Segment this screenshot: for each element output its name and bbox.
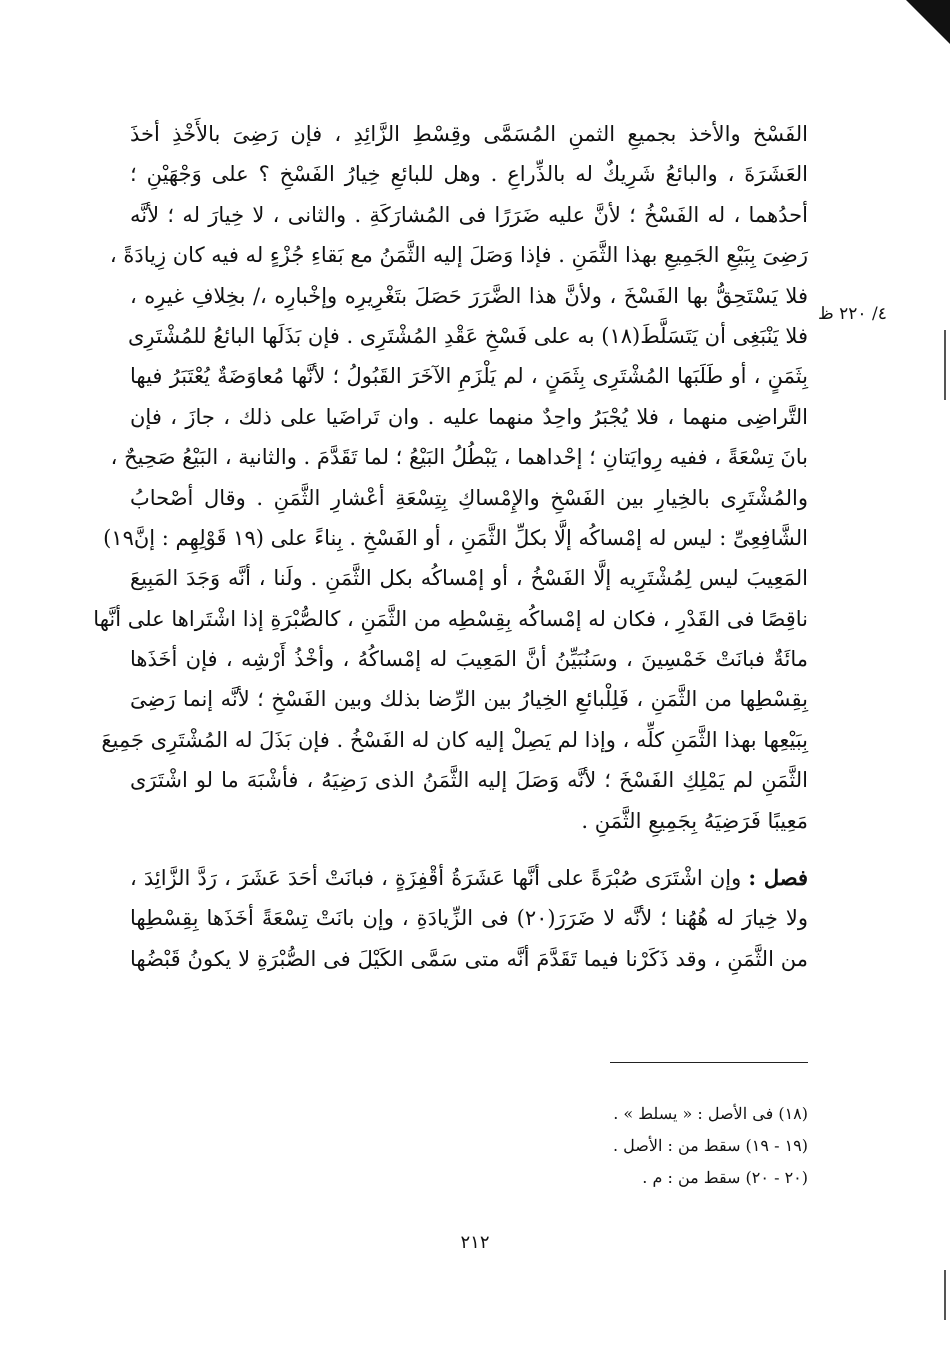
section-heading: فصل : (748, 865, 808, 891)
footnote-separator (610, 1062, 808, 1063)
text-line: الفَسْخ والأخذ بجميعِ الثمنِ المُسَمَّى وقِسْطِ الزَّائِدِ ، فإن رَضِىَ بالأَخْذِ أخذَ (130, 122, 808, 146)
text-line: فلا يَنْبَغِى أن يَتَسَلَّطَ(١٨) به على فَسْخِ عَقْدِ المُشْتَرِى . فإن بَذَلَها البائعُ للمُشْتَرِى (127, 323, 808, 348)
text-line: أحدُهما ، له الفَسْخُ ؛ لأنَّ عليه ضَرَرًا فى المُشارَكَةِ . والثانى ، لا خِيارَ له ؛ لأنَّه (130, 202, 808, 227)
text-line: من الثَّمَنِ ، وقد ذَكَرْنا فيما تَقَدَّمَ أنَّه متى سَمَّى الكَيْلَ فى الصُّبْرَةِ لا يكونُ قَبْضُها (130, 946, 808, 971)
footnote: (١٨) فى الأصل : « يسلط » . (613, 1104, 808, 1123)
corner-mark (906, 0, 950, 44)
scan-edge-mark (944, 330, 946, 400)
footnote: (١٩ - ١٩) سقط من : الأصل . (612, 1136, 808, 1155)
text-line: رَضِىَ بِبَيْعِ الجَمِيعِ بهذا الثَّمَنِ . فإذا وَصَلَ إليه الثَّمَنُ مع بَقاءِ جُزْءٍ له فيه كان زِيادَةً ، (109, 243, 808, 268)
main-text (93, 114, 808, 979)
text-line: بِثَمَنٍ ، أو طَلَبَها المُشْتَرِى بِثَمَنٍ ، لم يَلْزَمِ الآخَرَ القَبُولُ ؛ لأنَّها مُعاوَضَةٌ يُعْتَبَرُ فيها (130, 364, 808, 389)
text-line: الشَّافِعِىِّ : ليس له إمْساكُه إلَّا بكلِّ الثَّمَنِ ، أو الفَسْخِ . بِناءً على (١٩ قَوْلِهِم : إنَّ١٩) (103, 525, 808, 550)
footnote: (٢٠ - ٢٠) سقط من : م . (642, 1168, 808, 1187)
text-line: العَشَرَةَ ، والبائعُ شَرِيكٌ له بالذِّراعِ . وهل للبائعِ خِيارُ الفَسْخِ ؟ على وَجْهَيْنِ ؛ (130, 162, 808, 187)
text-line: ولا خِيارَ له هُهُنا ؛ لأنَّه لا ضَرَرَ(٢٠) فى الزِّيادَةِ ، وإن بانَتْ تِسْعَةً أخَذَها بِقِسْطِها (130, 906, 808, 931)
manuscript-folio-reference: ٤/ ٢٢٠ ظ (818, 304, 887, 324)
section-first-line (130, 858, 808, 898)
scan-edge-mark (944, 1270, 946, 1320)
section-text: وإن اشْتَرَى صُبْرَةً على أنَّها عَشَرَةُ أقْفِزَةٍ ، فبانَتْ أحَدَ عَشَرَ ، رَدَّ الزَّائِدَ ، (130, 866, 742, 891)
page-number: ٢١٢ (460, 1232, 490, 1253)
text-line: فلا يَسْتَحِقُّ بها الفَسْخَ ، ولأنَّ هذا الضَّرَرَ حَصَلَ بتَغْرِيرِه وإخْبارِه ،/ بخِلافِ غيرِه ، (130, 283, 808, 308)
paragraph-gap (130, 841, 808, 858)
text-line: الثَّمَنِ لم يَمْلِكِ الفَسْخَ ؛ لأنَّه وَصَلَ إليه الثَّمَنُ الذى رَضِيَهُ ، فأشْبَهَ ما لو اشْتَرَى (130, 768, 808, 793)
text-line: والمُشْتَرِى بالخِيارِ بين الفَسْخِ والإِمْساكِ بِتِسْعَةِ أعْشارِ الثَّمَنِ . وقال أصْحابُ (130, 485, 808, 510)
text-line: بِقِسْطِها من الثَّمَنِ ، فَلِلْبائعِ الخِيارُ بين الرِّضا بذلك وبين الفَسْخِ ؛ لأنَّه إنما رَضِىَ (130, 687, 808, 712)
text-line: بِبَيْعِها بهذا الثَّمَنِ كلِّه ، وإذا لم يَصِلْ إليه كان له الفَسْخُ . فإن بَذَلَ له المُشْتَرِى جَمِيعَ (101, 727, 808, 752)
text-line: ناقِصًا فى القَدْرِ ، فكان له إمْساكُه بِقِسْطِه من الثَّمَنِ ، كالصُّبْرَةِ إذا اشْتَراها على أنَّها (93, 606, 808, 631)
text-line: مائَةٌ فبانَتْ خَمْسِينَ ، وسَنُبَيِّنُ أنَّ المَعِيبَ له إمْساكُهُ ، وأخْذُ أَرْشِه ، فإن أخَذَها (130, 647, 808, 672)
footnotes (430, 1098, 808, 1194)
text-line: بانَ تِسْعَةً ، ففيه رِوايَتانِ ؛ إحْداهما ، يَبْطُلُ البَيْعُ ؛ لما تَقَدَّمَ . والثانية ، البَيْعُ صَحِيحٌ ، (110, 445, 808, 470)
text-line: المَعِيبَ ليس لِمُشْتَرِيه إلَّا الفَسْخُ ، أو إمْساكُه بكل الثَّمَنِ . ولَنا ، أنَّه وَجَدَ المَبِيعَ (130, 566, 808, 591)
text-line: التَّراضِى منهما ، فلا يُجْبَرُ واحِدٌ منهما عليه . وان تَراضَيا على ذلك ، جازَ ، فإن (130, 404, 808, 429)
text-line: مَعِيبًا فَرَضِيَهُ بِجَمِيعِ الثَّمَنِ . (581, 808, 808, 833)
